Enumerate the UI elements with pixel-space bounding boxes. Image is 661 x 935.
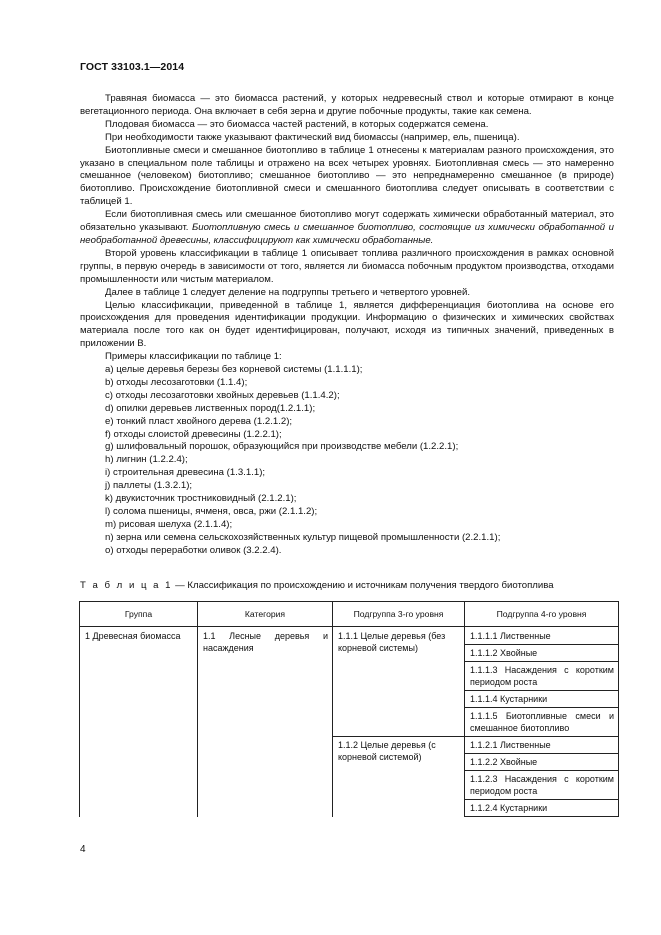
table-caption-label: Т а б л и ц а 1 xyxy=(80,580,173,591)
level4-cell: 1.1.1.3 Насаждения с коротким периодом роста xyxy=(465,662,619,691)
level4-cell: 1.1.2.2 Хвойные xyxy=(465,754,619,771)
level3-cell: 1.1.1 Целые деревья (без корневой системы) xyxy=(333,627,465,737)
example-item: f) отходы слоистой древесины (1.2.2.1); xyxy=(105,428,282,440)
paragraph: Травяная биомасса — это биомасса растений, у которых недревесный ствол и которые отмирают в конце вегетационного периода. Она включает в себя зерна и другие побочные продукты, такие как семена. xyxy=(80,93,614,117)
column-header: Подгруппа 3-го уровня xyxy=(333,602,465,627)
paragraph-text: Если биотопливная смесь или смешанное биотопливо могут содержать химически обработанный материал, это обязательно указывают. xyxy=(80,209,614,234)
body-text xyxy=(80,93,614,558)
level4-cell: 1.1.2.3 Насаждения с коротким периодом роста xyxy=(465,771,619,800)
level4-cell: 1.1.1.2 Хвойные xyxy=(465,645,619,662)
column-header: Группа xyxy=(80,602,198,627)
example-item: e) тонкий пласт хвойного дерева (1.2.1.2); xyxy=(105,415,293,427)
level4-cell: 1.1.2.1 Лиственные xyxy=(465,737,619,754)
paragraph: Целью классификации, приведенной в таблице 1, является дифференциация биотоплива на основе его происхождения для проведения идентификации продукции. Информацию о физических и химических свойствах материала после того как он будет идентифицирован, получают, исходя из типичных значений, приведенных в приложении В. xyxy=(80,299,614,350)
document-header: ГОСТ 33103.1—2014 xyxy=(80,61,185,73)
example-item: h) лигнин (1.2.2.4); xyxy=(105,454,188,466)
paragraph: При необходимости также указывают фактический вид биомассы (например, ель, пшеница). xyxy=(105,131,520,143)
level4-cell: 1.1.1.1 Лиственные xyxy=(465,627,619,645)
paragraph: Далее в таблице 1 следует деление на подгруппы третьего и четвертого уровней. xyxy=(105,286,471,298)
column-header: Подгруппа 4-го уровня xyxy=(465,602,619,627)
example-item: m) рисовая шелуха (2.1.1.4); xyxy=(105,518,233,530)
table-row xyxy=(80,627,619,645)
paragraph: Второй уровень классификации в таблице 1 описывает топлива различного происхождения в рамках основной группы, в первую очередь в зависимости от того, является ли биомасса побочным продуктом производства, отходами промышленности или чистым материалом. xyxy=(80,247,614,285)
paragraph: Биотопливные смеси и смешанное биотопливо в таблице 1 отнесены к материалам разного происхождения, это указано в специальном поле таблицы и отражено на всех четырех уровнях. Биотопливная смесь — это намеренно смешанное (человеком) биотопливо; смешанное биотопливо — это непреднамеренно смешанное (в природе) биотопливо. Происхождение биотопливной смеси и смешанного биотоплива следует описывать в соответствии с таблицей 1. xyxy=(80,144,614,208)
example-item: g) шлифовальный порошок, образующийся при производстве мебели (1.2.2.1); xyxy=(105,441,459,453)
group-cell: 1 Древесная биомасса xyxy=(80,627,198,817)
paragraph-italic-text: Биотопливную смесь и смешанное биотопливо, состоящие из химически обработанной и необработанной древесины, классифицируют как химически обработанные. xyxy=(80,222,614,246)
paragraph: Примеры классификации по таблице 1: xyxy=(105,351,282,363)
level4-cell: 1.1.1.4 Кустарники xyxy=(465,691,619,708)
category-cell: 1.1 Лесные деревья и насаждения xyxy=(198,627,333,817)
level4-cell: 1.1.1.5 Биотопливные смеси и смешанное биотопливо xyxy=(465,708,619,737)
classification-table xyxy=(79,601,619,817)
table-header-row xyxy=(80,602,619,627)
level4-cell: 1.1.2.4 Кустарники xyxy=(465,800,619,817)
example-item: n) зерна или семена сельскохозяйственных культур пищевой промышленности (2.2.1.1); xyxy=(105,531,501,543)
table-caption-text: — Классификация по происхождению и источникам получения твердого биотоплива xyxy=(172,580,554,591)
example-item: i) строительная древесина (1.3.1.1); xyxy=(105,467,266,479)
example-item: d) опилки деревьев лиственных пород(1.2.1.1); xyxy=(105,402,316,414)
example-item: b) отходы лесозаготовки (1.1.4); xyxy=(105,376,248,388)
level3-cell: 1.1.2 Целые деревья (с корневой системой) xyxy=(333,737,465,817)
example-item: j) паллеты (1.3.2.1); xyxy=(105,480,193,492)
page-number: 4 xyxy=(80,844,86,855)
example-item: a) целые деревья березы без корневой системы (1.1.1.1); xyxy=(105,364,363,376)
paragraph: Плодовая биомасса — это биомасса частей растений, в которых содержатся семена. xyxy=(105,118,489,130)
example-item: o) отходы переработки оливок (3.2.2.4). xyxy=(105,544,282,556)
paragraph xyxy=(80,209,614,248)
table-caption xyxy=(80,580,554,591)
example-item: k) двукисточник тростниковидный (2.1.2.1); xyxy=(105,493,297,505)
column-header: Категория xyxy=(198,602,333,627)
example-item: c) отходы лесозаготовки хвойных деревьев (1.1.4.2); xyxy=(105,389,340,401)
example-item: l) солома пшеницы, ячменя, овса, ржи (2.1.1.2); xyxy=(105,506,318,517)
